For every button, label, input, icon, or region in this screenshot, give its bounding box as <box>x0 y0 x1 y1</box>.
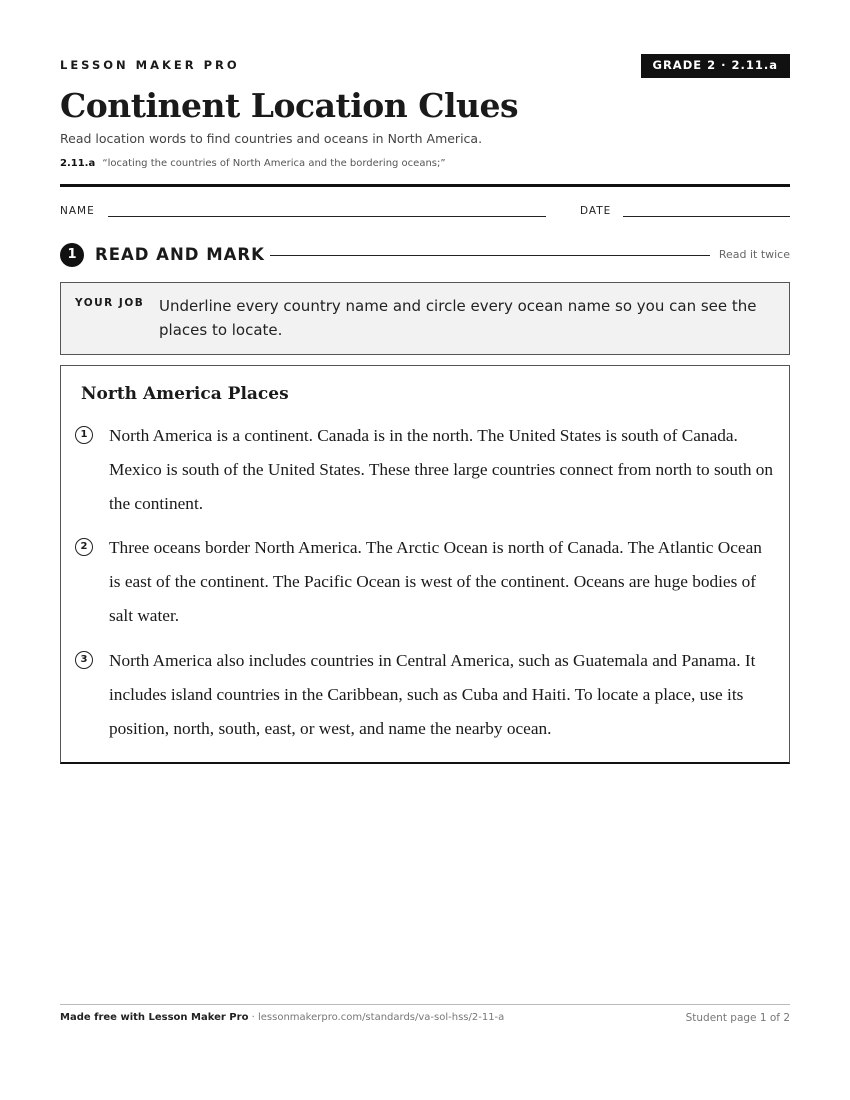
passage-box <box>60 365 790 764</box>
page-subtitle: Read location words to find countries and oceans in North America. <box>60 131 483 146</box>
paragraph-text[interactable]: North America is a continent. Canada is in the north. The United States is south of Canada. Mexico is south of the United States. These three large countries connect from north to south on the continent. <box>109 426 774 513</box>
name-label: NAME <box>60 205 95 217</box>
footer-url[interactable]: · lessonmakerpro.com/standards/va-sol-hss/2-11-a <box>248 1012 505 1023</box>
job-label: YOUR JOB <box>75 297 145 309</box>
name-field[interactable] <box>108 216 546 217</box>
date-field[interactable] <box>623 216 790 217</box>
footer-credit <box>60 1012 504 1023</box>
brand-name: LESSON MAKER PRO <box>60 58 240 72</box>
grade-badge: GRADE 2 · 2.11.a <box>641 54 790 78</box>
footer-divider <box>60 1004 790 1005</box>
paragraph-text[interactable]: North America also includes countries in Central America, such as Guatemala and Panama. It includes island countries in the Caribbean, such as Cuba and Haiti. To locate a place, use its position, north, south, east, or west, and name the nearby ocean. <box>109 651 756 738</box>
page-title: Continent Location Clues <box>60 86 519 125</box>
section-header <box>60 243 790 267</box>
passage-title: North America Places <box>81 384 289 404</box>
date-label: DATE <box>580 205 612 217</box>
section-title: READ AND MARK <box>95 245 265 264</box>
section-note: Read it twice <box>718 248 790 261</box>
step-number-badge: 1 <box>60 243 84 267</box>
footer-page-number: Student page 1 of 2 <box>685 1012 790 1024</box>
footer-made-with: Made free with Lesson Maker Pro <box>60 1012 249 1023</box>
section-divider <box>270 255 710 256</box>
header-divider <box>60 184 790 187</box>
paragraph-number: 1 <box>75 426 93 444</box>
job-instructions: Underline every country name and circle every ocean name so you can see the places to locate. <box>159 297 757 339</box>
paragraph-number: 2 <box>75 538 93 556</box>
job-box <box>60 282 790 355</box>
standard-line <box>60 158 446 169</box>
standard-code: 2.11.a <box>60 158 96 169</box>
name-date-row <box>60 205 790 219</box>
paragraph-number: 3 <box>75 651 93 669</box>
paragraph-text[interactable]: Three oceans border North America. The Arctic Ocean is north of Canada. The Atlantic Ocean is east of the continent. The Pacific Ocean is west of the continent. Oceans are huge bodies of salt water. <box>109 538 762 625</box>
standard-text: “locating the countries of North America and the bordering oceans;” <box>102 158 446 169</box>
